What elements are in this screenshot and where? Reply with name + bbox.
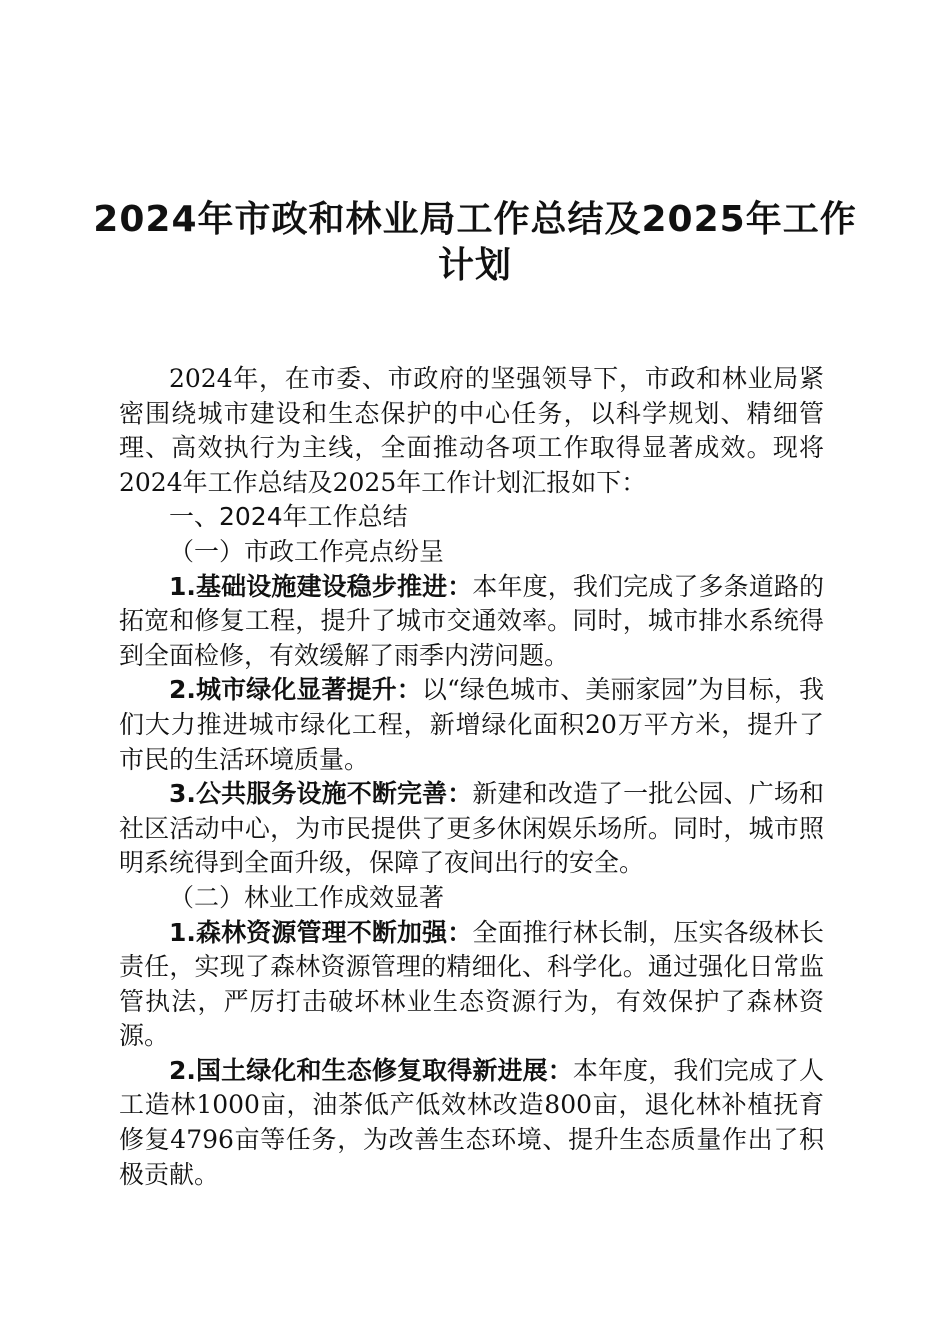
item-text: 新建和改造了一批公园、广场和社区活动中心，为市民提供了更多休闲娱乐场所。同时，城市照明系统得到全面升级，保障了夜间出行的安全。 [119,779,824,878]
subsection-heading: （一）市政工作亮点纷呈 [169,536,445,566]
item-lead: 1.森林资源管理不断加强： [169,917,473,947]
document-title-line-1: 2024年市政和林业局工作总结及2025年工作 [93,199,857,240]
summary-item [119,916,824,1054]
intro-paragraph: 2024年，在市委、市政府的坚强领导下，市政和林业局紧密围绕城市建设和生态保护的中心任务，以科学规划、精细管理、高效执行为主线，全面推动各项工作取得显著成效。现将2024年工作总结及2025年工作计划汇报如下： [119,364,824,497]
item-lead: 2.城市绿化显著提升： [169,675,422,705]
item-lead: 1.基础设施建设稳步推进： [169,571,473,601]
subsection-heading: （二）林业工作成效显著 [169,882,445,912]
section-heading: 一、2024年工作总结 [169,502,408,532]
item-text: 以“绿色城市、美丽家园”为目标，我们大力推进城市绿化工程，新增绿化面积20万平方米，提升了市民的生活环境质量。 [119,675,824,774]
summary-item [119,570,824,674]
item-lead: 2.国土绿化和生态修复取得新进展： [169,1055,573,1085]
item-lead: 3.公共服务设施不断完善： [169,779,473,809]
item-text: 本年度，我们完成了多条道路的拓宽和修复工程，提升了城市交通效率。同时，城市排水系统得到全面检修，有效缓解了雨季内涝问题。 [119,571,824,670]
item-text: 本年度，我们完成了人工造林1000亩，油茶低产低效林改造800亩，退化林补植抚育修复4796亩等任务，为改善生态环境、提升生态质量作出了积极贡献。 [119,1055,824,1189]
document-body [119,362,824,1192]
summary-item [119,777,824,881]
summary-item [119,673,824,777]
item-text: 全面推行林长制，压实各级林长责任，实现了森林资源管理的精细化、科学化。通过强化日常监管执法，严厉打击破坏林业生态资源行为，有效保护了森林资源。 [119,917,824,1051]
document-title-line-2: 计划 [437,245,512,286]
summary-item [119,1054,824,1192]
